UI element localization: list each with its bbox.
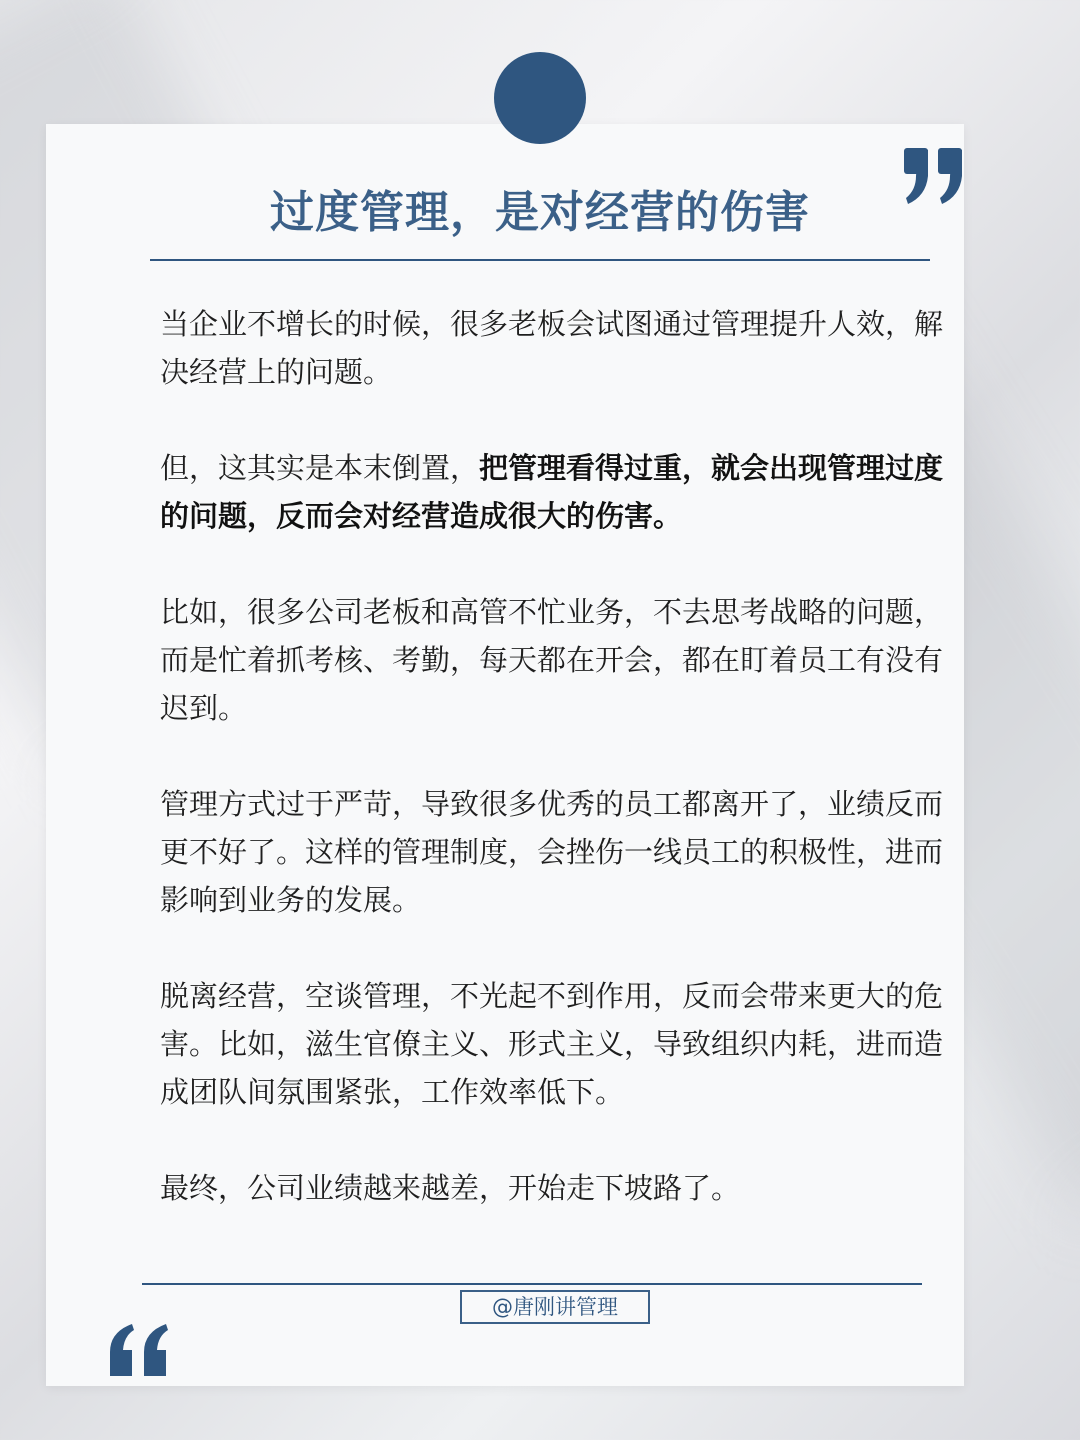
- paragraph: 当企业不增长的时候，很多老板会试图通过管理提升人效，解决经营上的问题。: [160, 307, 944, 389]
- paragraph: 脱离经营，空谈管理，不光起不到作用，反而会带来更大的危害。比如，滋生官僚主义、形式主义，导致组织内耗，进而造成团队间氛围紧张，工作效率低下。: [160, 979, 944, 1109]
- footer-divider: [142, 1283, 922, 1285]
- paragraph: 但，这其实是本末倒置，把管理看得过重，就会出现管理过度的问题，反而会对经营造成很大的伤害。: [160, 451, 944, 533]
- paragraph: 最终，公司业绩越来越差，开始走下坡路了。: [160, 1171, 741, 1205]
- title-divider: [150, 259, 930, 261]
- author-tag: @唐刚讲管理: [460, 1290, 650, 1324]
- emphasis-text: 把管理看得过重，就会出现管理过度的问题，反而会对经营造成很大的伤害。: [160, 451, 944, 533]
- pin-circle: [494, 52, 586, 144]
- paragraph: 比如，很多公司老板和高管不忙业务，不去思考战略的问题，而是忙着抓考核、考勤，每天都在开会，都在盯着员工有没有迟到。: [160, 595, 944, 725]
- opening-quote-icon: [106, 1310, 172, 1390]
- paragraph: 管理方式过于严苛，导致很多优秀的员工都离开了，业绩反而更不好了。这样的管理制度，会挫伤一线员工的积极性，进而影响到业务的发展。: [160, 787, 944, 917]
- page-title: 过度管理，是对经营的伤害: [270, 187, 810, 238]
- article-body: [160, 300, 960, 1260]
- closing-quote-icon: [900, 120, 970, 210]
